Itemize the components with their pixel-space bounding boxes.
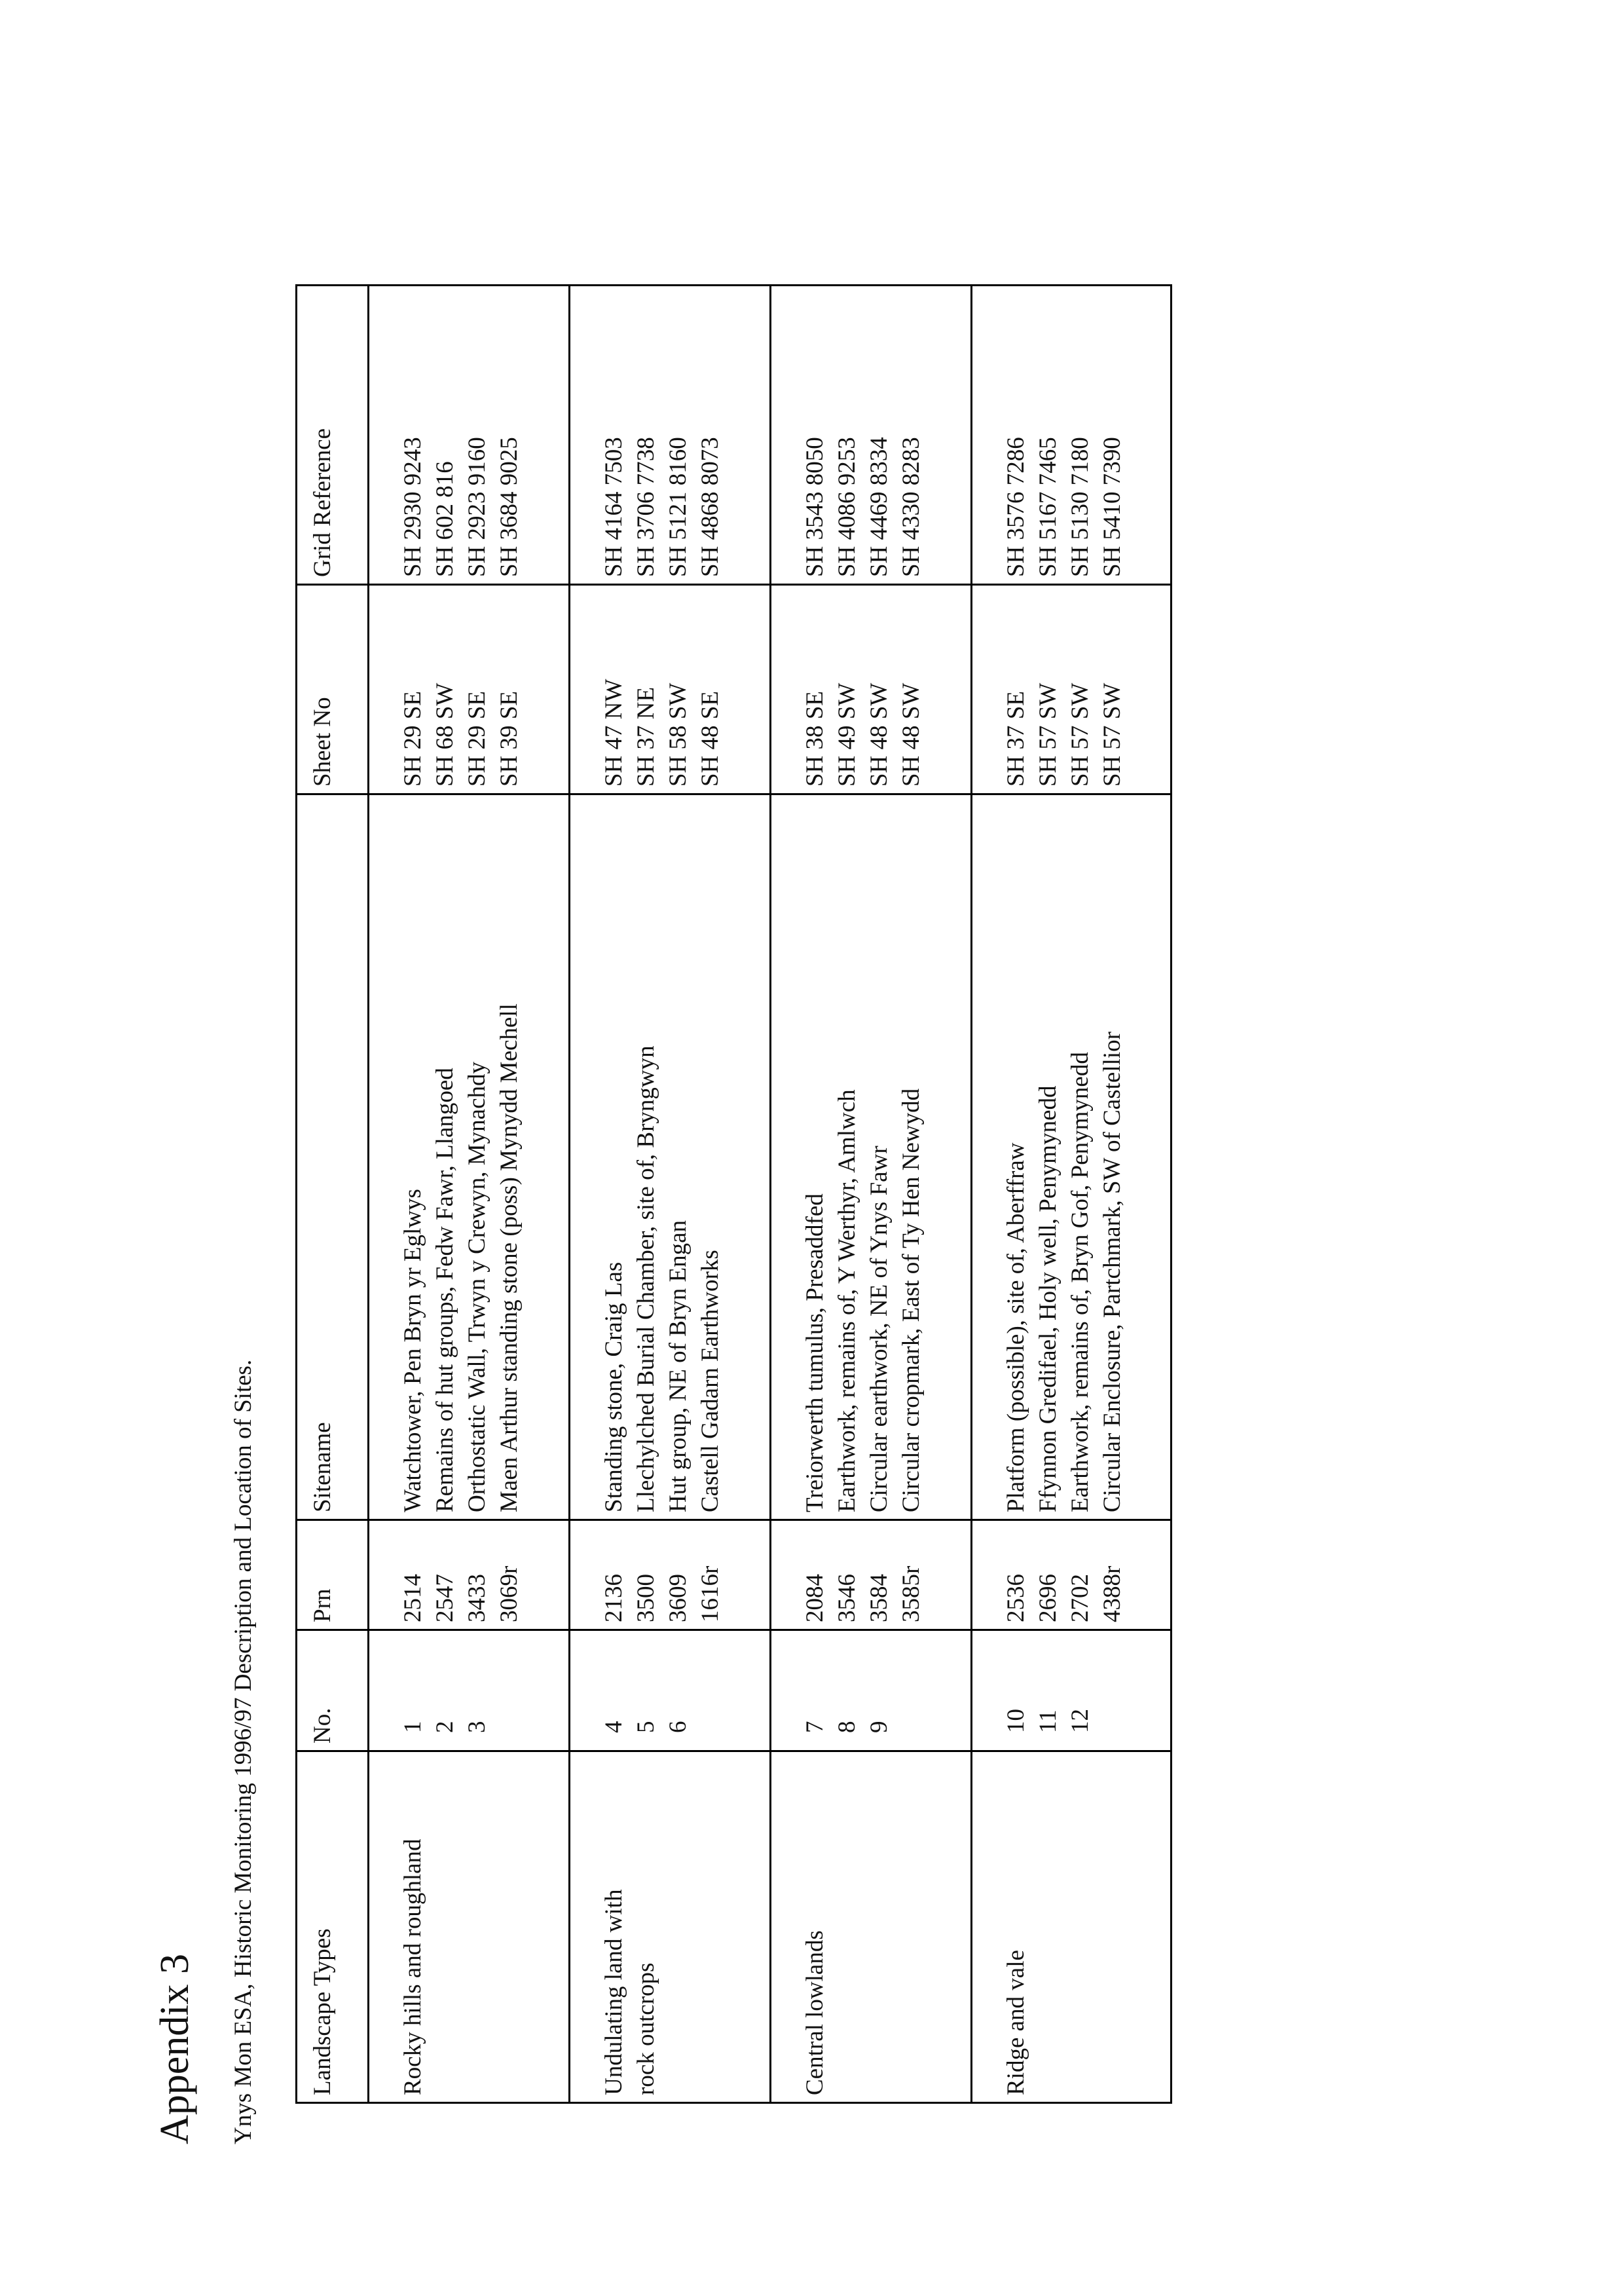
cell-line: Earthwork, remains of, Y Werthyr, Amlwch [834,1089,860,1512]
landscape-group-row [771,286,972,2103]
sitename-cell [369,794,570,1520]
grid-reference-cell [369,286,570,585]
cell-line: Earthwork, remains of, Bryn Gof, Penymynedd [1067,1052,1094,1512]
header-prn: Prn [297,1520,369,1630]
landscape-group-row [570,286,771,2103]
cell-line: 8 [834,1721,860,1733]
cell-line: SH 48 SW [898,682,925,787]
cell-line: SH 2930 9243 [399,437,426,577]
cell-line: SH 47 NW [600,679,627,787]
cell-line: 3 [464,1721,490,1733]
cell-line: 2136 [600,1574,627,1622]
site-no-cell [369,1630,570,1751]
prn-cell [570,1520,771,1630]
landscape-group-row [972,286,1172,2103]
header-no: No. [297,1630,369,1751]
cell-line: 2696 [1035,1574,1061,1622]
cell-line: Treiorwerth tumulus, Presaddfed [802,1193,828,1512]
cell-line: 3069r [496,1565,523,1622]
landscape-type-cell [771,1751,972,2103]
cell-line: SH 2923 9160 [464,437,490,577]
landscape-group-row [369,286,570,2103]
cell-line: 2702 [1067,1574,1094,1622]
cell-line: Castell Gadarn Earthworks [697,1250,724,1512]
cell-line: SH 68 SW [432,682,458,787]
cell-line: 4388r [1099,1565,1126,1622]
cell-line: Circular earthwork, NE of Ynys Fawr [866,1146,893,1512]
cell-line: Remains of hut groups, Fedw Fawr, Llangoed [432,1068,458,1512]
cell-line: 5 [633,1721,659,1733]
cell-line: 2514 [399,1574,426,1622]
cell-line: SH 4086 9253 [834,437,860,577]
cell-line: SH 5410 7390 [1099,437,1126,577]
cell-line: Llechylched Burial Chamber, site of, Bryngwyn [633,1045,659,1512]
sites-table [295,284,1172,2104]
cell-line: Platform (possible), site of, Aberffraw [1003,1142,1029,1512]
cell-line: 3546 [834,1574,860,1622]
cell-line: SH 58 SW [665,682,692,787]
cell-line: Ffynnon Gredifael, Holy well, Penymynedd [1035,1085,1061,1512]
cell-line: 11 [1035,1709,1061,1733]
cell-line: SH 5121 8160 [665,437,692,577]
site-no-cell [771,1630,972,1751]
cell-line: Circular cropmark, East of Ty Hen Newydd [898,1088,925,1512]
cell-line: SH 3543 8050 [802,437,828,577]
prn-cell [369,1520,570,1630]
cell-line: 3500 [633,1574,659,1622]
landscape-type-cell [570,1751,771,2103]
sheet-no-cell [570,585,771,794]
cell-line: rock outcrops [633,1962,659,2095]
cell-line: 2084 [802,1574,828,1622]
grid-reference-cell [972,286,1172,585]
cell-line: SH 3706 7738 [633,437,659,577]
cell-line: SH 4469 8334 [866,437,893,577]
appendix-heading: Appendix 3 [153,1953,197,2144]
cell-line: 10 [1003,1709,1029,1733]
header-grid-reference: Grid Reference [297,286,369,585]
sitename-cell [570,794,771,1520]
cell-line: SH 57 SW [1099,682,1126,787]
cell-line: SH 4164 7503 [600,437,627,577]
cell-line: Central lowlands [802,1930,828,2095]
header-sheet-no: Sheet No [297,585,369,794]
cell-line: SH 602 816 [432,461,458,577]
cell-line: 12 [1067,1709,1094,1733]
header-landscape-types: Landscape Types [297,1751,369,2103]
cell-line: Rocky hills and roughland [399,1838,426,2095]
cell-line: 4 [600,1721,627,1733]
sitename-cell [972,794,1172,1520]
header-row [297,286,369,2103]
cell-line: SH 29 SE [399,691,426,787]
cell-line: 9 [866,1721,893,1733]
cell-line: SH 29 SE [464,691,490,787]
cell-line: SH 5167 7465 [1035,437,1061,577]
cell-line: 6 [665,1721,692,1733]
cell-line: SH 57 SW [1067,682,1094,787]
cell-line: 2 [432,1721,458,1733]
cell-line: 3609 [665,1574,692,1622]
cell-line: SH 4330 8283 [898,437,925,577]
sheet-no-cell [369,585,570,794]
site-no-cell [570,1630,771,1751]
cell-line: SH 3576 7286 [1003,437,1029,577]
cell-line: Circular Enclosure, Partchmark, SW of Castellior [1099,1032,1126,1512]
cell-line: SH 3684 9025 [496,437,523,577]
cell-line: SH 4868 8073 [697,437,724,577]
prn-cell [771,1520,972,1630]
cell-line: 1616r [697,1565,724,1622]
sheet-no-cell [972,585,1172,794]
cell-line: SH 37 NE [633,686,659,787]
cell-line: 1 [399,1721,426,1733]
cell-line: 3433 [464,1574,490,1622]
cell-line: Orthostatic Wall, Trwyn y Crewyn, Mynachdy [464,1062,490,1512]
cell-line: Maen Arthur standing stone (poss) Mynydd Mechell [496,1003,523,1512]
cell-line: SH 48 SW [866,682,893,787]
cell-line: 3585r [898,1565,925,1622]
cell-line: SH 49 SW [834,682,860,787]
sitename-cell [771,794,972,1520]
cell-line: SH 39 SE [496,691,523,787]
grid-reference-cell [771,286,972,585]
cell-line: 7 [802,1721,828,1733]
landscape-type-cell [369,1751,570,2103]
landscape-type-cell [972,1751,1172,2103]
site-no-cell [972,1630,1172,1751]
cell-line: SH 57 SW [1035,682,1061,787]
cell-line: SH 38 SE [802,691,828,787]
table-caption: Ynys Mon ESA, Historic Monitoring 1996/97 Description and Location of Sites. [230,1359,257,2144]
cell-line: 2547 [432,1574,458,1622]
header-sitename: Sitename [297,794,369,1520]
cell-line: Undulating land with [600,1889,627,2095]
cell-line: 2536 [1003,1574,1029,1622]
cell-line: SH 5130 7180 [1067,437,1094,577]
prn-cell [972,1520,1172,1630]
cell-line: Standing stone, Craig Las [600,1261,627,1512]
cell-line: Hut group, NE of Bryn Engan [665,1220,692,1512]
cell-line: Watchtower, Pen Bryn yr Eglwys [399,1189,426,1512]
cell-line: 3584 [866,1574,893,1622]
cell-line: SH 48 SE [697,691,724,787]
cell-line: Ridge and vale [1003,1950,1029,2095]
sheet-no-cell [771,585,972,794]
cell-line: SH 37 SE [1003,691,1029,787]
grid-reference-cell [570,286,771,585]
